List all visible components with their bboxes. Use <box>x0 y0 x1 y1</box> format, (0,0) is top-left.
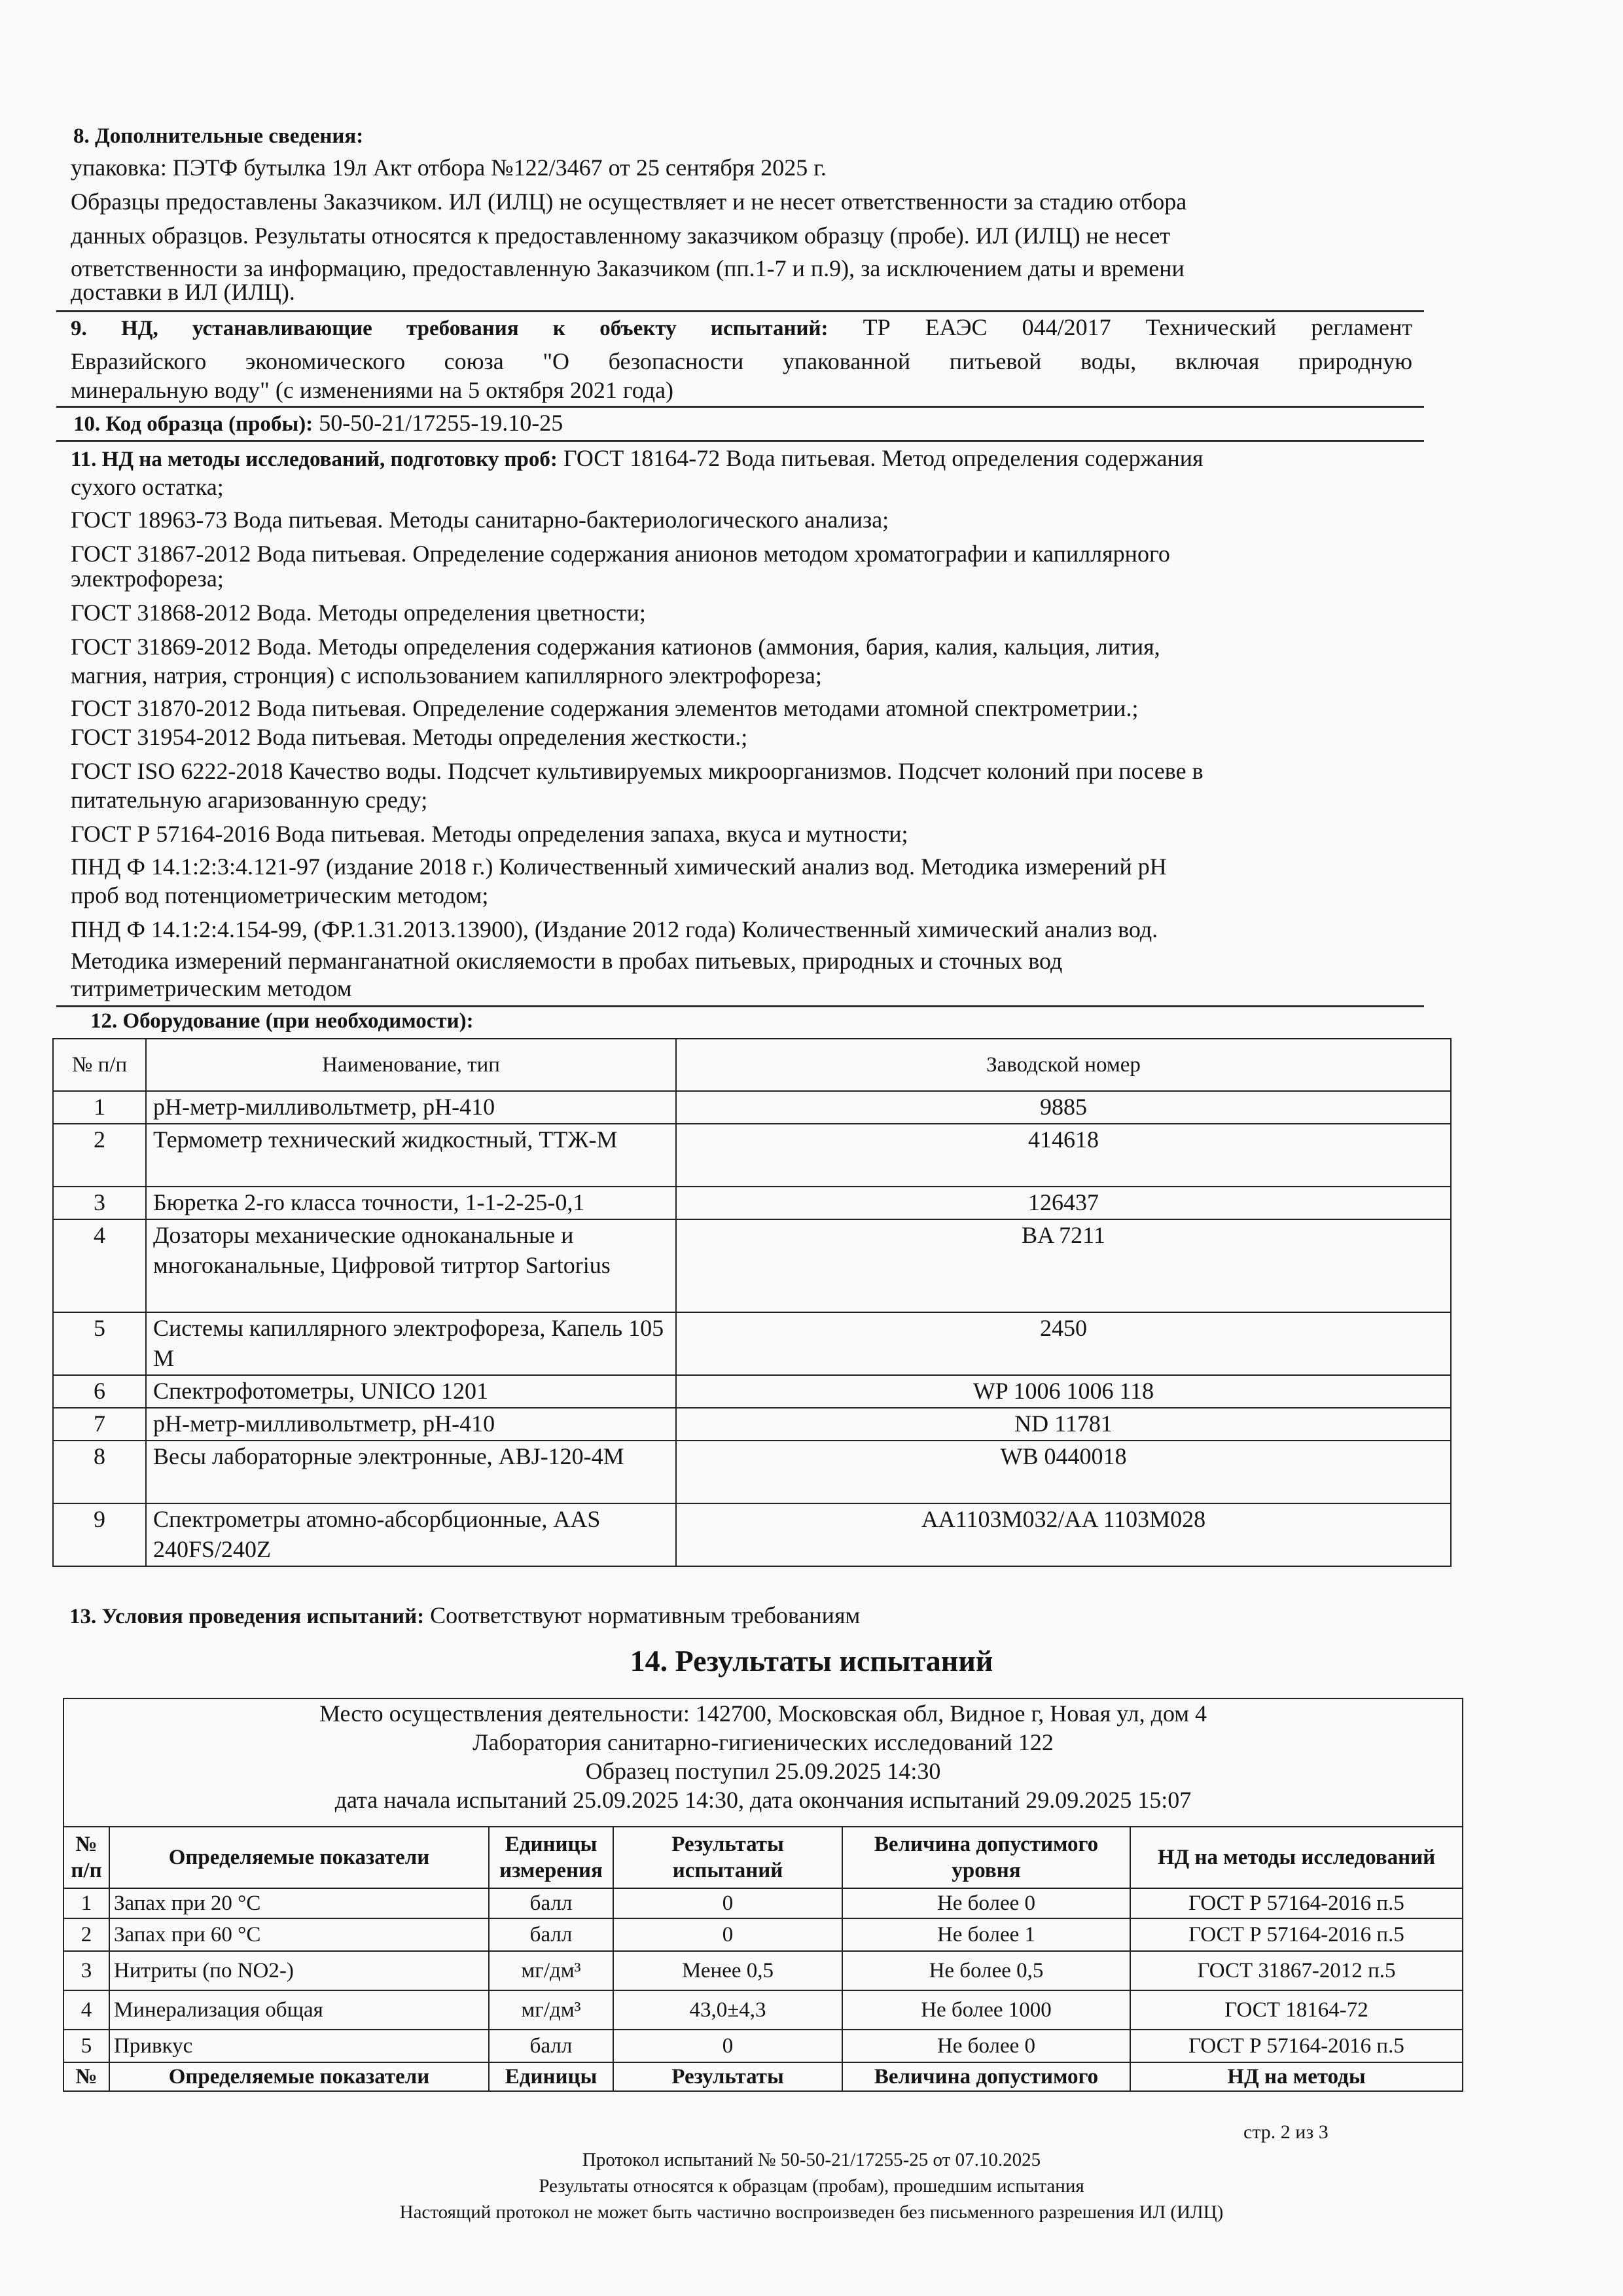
table-row <box>53 1375 1451 1408</box>
cell-num: 1 <box>53 1091 146 1124</box>
section8-line: упаковка: ПЭТФ бутылка 19л Акт отбора №122/3467 от 25 сентября 2025 г. <box>71 154 827 181</box>
cell-num: 4 <box>63 1990 109 2030</box>
cell-result: 0 <box>613 1888 842 1918</box>
section13-heading: 13. Условия проведения испытаний: <box>69 1605 425 1628</box>
cell-serial: AA1103M032/AA 1103M028 <box>676 1503 1451 1566</box>
cell-result: 0 <box>613 2030 842 2062</box>
divider <box>56 406 1424 408</box>
section9-line1 <box>71 313 1412 343</box>
section11-line: сухого остатка; <box>71 474 224 500</box>
col-header-method: НД на методы <box>1130 2062 1463 2091</box>
info-line: Место осуществления деятельности: 142700, Московская обл, Видное г, Новая ул, дом 4 <box>319 1700 1207 1727</box>
cell-limit: Не более 1000 <box>842 1990 1130 2030</box>
cell-num: 2 <box>63 1918 109 1951</box>
col-header-limit: Величина допустимого уровня <box>842 1827 1130 1888</box>
table-row <box>63 1951 1463 1990</box>
cell-indicator: Запах при 60 °С <box>109 1918 489 1951</box>
cell-name: Системы капиллярного электрофореза, Капель 105 М <box>146 1312 676 1375</box>
section11-value: ГОСТ 18164-72 Вода питьевая. Метод определения содержания <box>563 445 1204 471</box>
col-header-result: Результаты испытаний <box>613 1827 842 1888</box>
cell-name: pH-метр-милливольтметр, pH-410 <box>146 1408 676 1441</box>
footer-line: Протокол испытаний № 50-50-21/17255-25 от 07.10.2025 <box>582 2149 1041 2170</box>
section11-line: титриметрическим методом <box>71 975 352 1001</box>
cell-num: 8 <box>53 1441 146 1503</box>
section12-heading: 12. Оборудование (при необходимости): <box>90 1009 474 1033</box>
table-row <box>53 1441 1451 1503</box>
section11-line: питательную агаризованную среду; <box>71 787 428 813</box>
table-header-row <box>63 1827 1463 1888</box>
table-row <box>53 1503 1451 1566</box>
cell-name: pH-метр-милливольтметр, pH-410 <box>146 1091 676 1124</box>
section11-line: ГОСТ 31954-2012 Вода питьевая. Методы определения жесткости.; <box>71 724 748 750</box>
test-conditions: Соответствуют нормативным требованиям <box>430 1602 861 1628</box>
cell-serial: ND 11781 <box>676 1408 1451 1441</box>
section8-line: доставки в ИЛ (ИЛЦ). <box>71 279 295 305</box>
col-header-num: № п/п <box>53 1039 146 1091</box>
footer-line: Результаты относятся к образцам (пробам), прошедшим испытания <box>539 2176 1084 2197</box>
cell-method: ГОСТ Р 57164-2016 п.5 <box>1130 1888 1463 1918</box>
section11-line: ГОСТ Р 57164-2016 Вода питьевая. Методы определения запаха, вкуса и мутности; <box>71 821 908 847</box>
cell-indicator: Привкус <box>109 2030 489 2062</box>
table-row <box>53 1219 1451 1312</box>
table-row <box>53 1312 1451 1375</box>
cell-serial: 126437 <box>676 1187 1451 1219</box>
section11-line: ГОСТ 31869-2012 Вода. Методы определения содержания катионов (аммония, бария, калия, кальция, лития, <box>71 634 1160 660</box>
cell-method: ГОСТ Р 57164-2016 п.5 <box>1130 2030 1463 2062</box>
col-header-method: НД на методы исследований <box>1130 1827 1463 1888</box>
cell-num: 2 <box>53 1124 146 1187</box>
info-line: Лаборатория санитарно-гигиенических исследований 122 <box>473 1729 1054 1755</box>
table-header-row <box>53 1039 1451 1091</box>
col-header-limit: Величина допустимого <box>842 2062 1130 2091</box>
table-row <box>63 1918 1463 1951</box>
cell-name: Бюретка 2-го класса точности, 1-1-2-25-0,1 <box>146 1187 676 1219</box>
cell-num: 6 <box>53 1375 146 1408</box>
table-row <box>53 1408 1451 1441</box>
cell-num: 9 <box>53 1503 146 1566</box>
cell-limit: Не более 0 <box>842 2030 1130 2062</box>
section11-line: ГОСТ ISO 6222-2018 Качество воды. Подсчет культивируемых микроорганизмов. Подсчет колоний при посеве в <box>71 758 1204 784</box>
section11-line: ГОСТ 31867-2012 Вода питьевая. Определение содержания анионов методом хроматографии и капиллярного <box>71 541 1170 567</box>
section10-heading: 10. Код образца (пробы): <box>73 412 313 436</box>
cell-indicator: Нитриты (по NO2-) <box>109 1951 489 1990</box>
section10 <box>73 408 563 439</box>
section11-line: ГОСТ 31868-2012 Вода. Методы определения цветности; <box>71 600 646 626</box>
footer-line: Настоящий протокол не может быть частично воспроизведен без письменного разрешения ИЛ (ИЛЦ) <box>399 2202 1224 2223</box>
results-title: 14. Результаты испытаний <box>630 1644 993 1677</box>
cell-serial: 2450 <box>676 1312 1451 1375</box>
cell-unit: мг/дм³ <box>489 1951 613 1990</box>
cell-name: Дозаторы механические одноканальные и многоканальные, Цифровой титртор Sartorius <box>146 1219 676 1312</box>
cell-indicator: Минерализация общая <box>109 1990 489 2030</box>
col-header-indicator: Определяемые показатели <box>109 1827 489 1888</box>
cell-serial: 9885 <box>676 1091 1451 1124</box>
table-row <box>63 1888 1463 1918</box>
cell-unit: мг/дм³ <box>489 1990 613 2030</box>
section8-line: Образцы предоставлены Заказчиком. ИЛ (ИЛЦ) не осуществляет и не несет ответственности за стадию отбора <box>71 188 1187 215</box>
section9-value: ТР ЕАЭС 044/2017 Технический регламент <box>863 314 1412 340</box>
col-header-num: № п/п <box>63 1827 109 1888</box>
info-line: дата начала испытаний 25.09.2025 14:30, дата окончания испытаний 29.09.2025 15:07 <box>334 1787 1192 1813</box>
cell-num: 1 <box>63 1888 109 1918</box>
section11-line: ПНД Ф 14.1:2:4.154-99, (ФР.1.31.2013.13900), (Издание 2012 года) Количественный химический анализ вод. <box>71 916 1158 942</box>
table-row <box>53 1187 1451 1219</box>
cell-unit: балл <box>489 2030 613 2062</box>
cell-name: Спектрофотометры, UNICO 1201 <box>146 1375 676 1408</box>
col-header-num: № <box>63 2062 109 2091</box>
section11-line: ГОСТ 18963-73 Вода питьевая. Методы санитарно-бактериологического анализа; <box>71 507 889 533</box>
section11-line: Методика измерений перманганатной окисляемости в пробах питьевых, природных и сточных вод <box>71 948 1063 974</box>
cell-method: ГОСТ 31867-2012 п.5 <box>1130 1951 1463 1990</box>
table-row <box>53 1091 1451 1124</box>
divider <box>56 440 1424 442</box>
cell-result: 43,0±4,3 <box>613 1990 842 2030</box>
cell-name: Весы лабораторные электронные, ABJ-120-4M <box>146 1441 676 1503</box>
section11-line: электрофореза; <box>71 565 224 592</box>
cell-result: Менее 0,5 <box>613 1951 842 1990</box>
results-info <box>63 1698 1463 1827</box>
section13 <box>69 1601 860 1631</box>
cell-num: 3 <box>63 1951 109 1990</box>
section11-heading: 11. НД на методы исследований, подготовку проб: <box>71 448 558 471</box>
col-header-name: Наименование, тип <box>146 1039 676 1091</box>
table-header-row-repeat <box>63 2062 1463 2091</box>
cell-num: 4 <box>53 1219 146 1312</box>
cell-indicator: Запах при 20 °С <box>109 1888 489 1918</box>
section11-line: ПНД Ф 14.1:2:3:4.121-97 (издание 2018 г.) Количественный химический анализ вод. Методика измерений pH <box>71 853 1167 880</box>
section8-heading: 8. Дополнительные сведения: <box>73 124 364 148</box>
col-header-result: Результаты <box>613 2062 842 2091</box>
page-number: стр. 2 из 3 <box>1243 2121 1329 2143</box>
table-row <box>53 1124 1451 1187</box>
section11-line: магния, натрия, стронция) с использованием капиллярного электрофореза; <box>71 662 822 689</box>
cell-serial: BA 7211 <box>676 1219 1451 1312</box>
section11-line1 <box>71 444 1204 474</box>
cell-num: 3 <box>53 1187 146 1219</box>
section8-line: данных образцов. Результаты относятся к предоставленному заказчиком образцу (пробе). ИЛ (ИЛЦ) не несет <box>71 223 1171 249</box>
equipment-table <box>52 1038 1452 1567</box>
col-header-unit: Единицы <box>489 2062 613 2091</box>
section8-line: ответственности за информацию, предоставленную Заказчиком (пп.1-7 и п.9), за исключением даты и времени <box>71 255 1185 281</box>
section9-heading: 9. НД, устанавливающие требования к объекту испытаний: <box>71 317 829 340</box>
cell-serial: WP 1006 1006 118 <box>676 1375 1451 1408</box>
cell-method: ГОСТ 18164-72 <box>1130 1990 1463 2030</box>
section11-line: проб вод потенциометрическим методом; <box>71 882 489 908</box>
section11-line: ГОСТ 31870-2012 Вода питьевая. Определение содержания элементов методами атомной спектрометрии.; <box>71 695 1139 721</box>
table-row <box>63 2030 1463 2062</box>
cell-limit: Не более 1 <box>842 1918 1130 1951</box>
cell-num: 5 <box>53 1312 146 1375</box>
info-line: Образец поступил 25.09.2025 14:30 <box>585 1758 941 1784</box>
cell-limit: Не более 0 <box>842 1888 1130 1918</box>
cell-method: ГОСТ Р 57164-2016 п.5 <box>1130 1918 1463 1951</box>
col-header-indicator: Определяемые показатели <box>109 2062 489 2091</box>
cell-num: 5 <box>63 2030 109 2062</box>
section9-line: Евразийского экономического союза "О безопасности упакованной питьевой воды, включая природную <box>71 348 1412 374</box>
col-header-serial: Заводской номер <box>676 1039 1451 1091</box>
cell-num: 7 <box>53 1408 146 1441</box>
divider <box>56 310 1424 312</box>
results-table <box>63 1698 1463 2092</box>
cell-unit: балл <box>489 1888 613 1918</box>
cell-unit: балл <box>489 1918 613 1951</box>
results-info-row <box>63 1698 1463 1827</box>
sample-code: 50-50-21/17255-19.10-25 <box>319 410 563 436</box>
cell-name: Термометр технический жидкостный, ТТЖ-М <box>146 1124 676 1187</box>
cell-serial: WB 0440018 <box>676 1441 1451 1503</box>
col-header-unit: Единицы измерения <box>489 1827 613 1888</box>
cell-name: Спектрометры атомно-абсорбционные, AAS 240FS/240Z <box>146 1503 676 1566</box>
table-row <box>63 1990 1463 2030</box>
cell-limit: Не более 0,5 <box>842 1951 1130 1990</box>
section9-line: минеральную воду" (с изменениями на 5 октября 2021 года) <box>71 377 674 403</box>
cell-result: 0 <box>613 1918 842 1951</box>
cell-serial: 414618 <box>676 1124 1451 1187</box>
